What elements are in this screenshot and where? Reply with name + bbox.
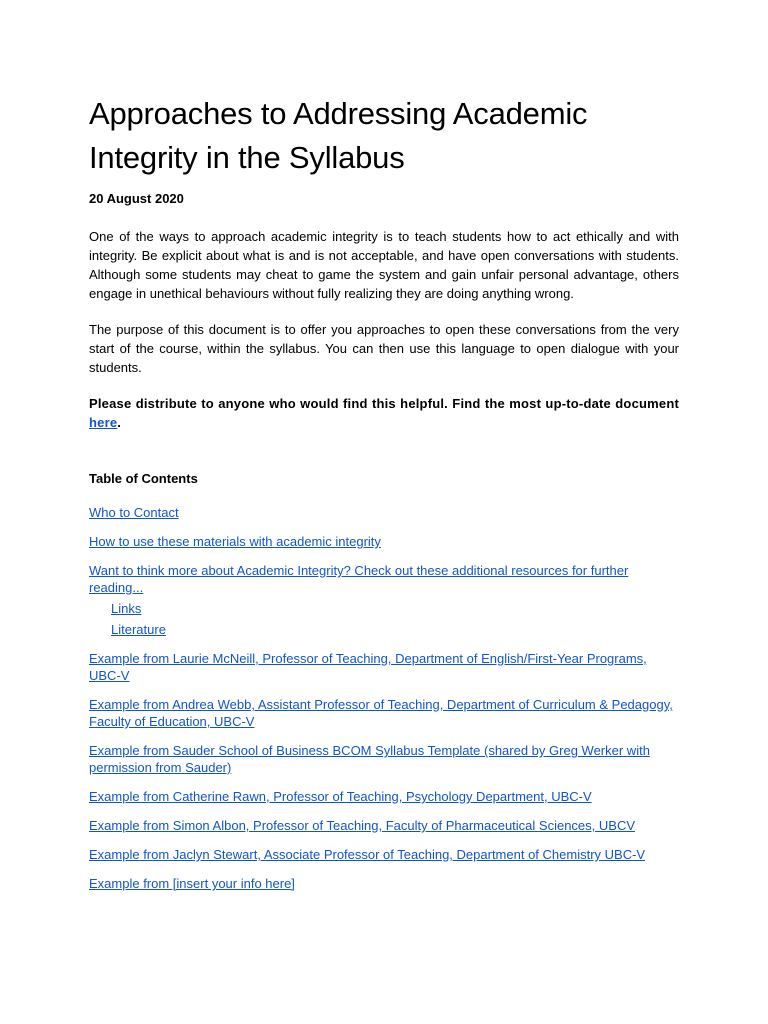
distribute-notice xyxy=(89,394,679,432)
toc-link-who-to-contact[interactable]: Who to Contact xyxy=(89,505,179,520)
toc-link-insert-your-info[interactable]: Example from [insert your info here] xyxy=(89,876,295,891)
toc-link-literature[interactable]: Literature xyxy=(111,622,166,637)
toc-link-links[interactable]: Links xyxy=(111,601,142,616)
toc-link-simon-albon[interactable]: Example from Simon Albon, Professor of Teaching, Faculty of Pharmaceutical Sciences, UBCV xyxy=(89,818,636,833)
distribute-end: . xyxy=(117,415,122,430)
toc-link-jaclyn-stewart[interactable]: Example from Jaclyn Stewart, Associate Professor of Teaching, Department of Chemistry UBC-V xyxy=(89,847,646,862)
toc-link-catherine-rawn[interactable]: Example from Catherine Rawn, Professor of Teaching, Psychology Department, UBC-V xyxy=(89,789,592,804)
toc-heading: Table of Contents xyxy=(89,471,198,486)
toc-link-how-to-use[interactable]: How to use these materials with academic integrity xyxy=(89,534,381,549)
toc-link-sauder[interactable]: Example from Sauder School of Business BCOM Syllabus Template (shared by Greg Werker with permission from Sauder) xyxy=(89,743,650,775)
intro-paragraph: One of the ways to approach academic integrity is to teach students how to act ethically and with integrity. Be explicit about what is and is not acceptable, and have open conversations with students. Although some students may cheat to game the system and gain unfair personal advantage, others engage in unethical behaviours without fully realizing they are doing anything wrong. xyxy=(89,229,679,301)
distribute-text: Please distribute to anyone who would find this helpful. Find the most up-to-date document xyxy=(89,396,679,411)
document-date: 20 August 2020 xyxy=(89,191,184,206)
table-of-contents xyxy=(89,504,679,892)
purpose-paragraph: The purpose of this document is to offer you approaches to open these conversations from the very start of the course, within the syllabus. You can then use this language to open dialogue with your students. xyxy=(89,322,679,375)
toc-link-want-to-think-more[interactable]: Want to think more about Academic Integrity? Check out these additional resources for further reading... xyxy=(89,563,629,595)
toc-link-andrea-webb[interactable]: Example from Andrea Webb, Assistant Professor of Teaching, Department of Curriculum & Pedagogy, Faculty of Education, UBC-V xyxy=(89,697,673,729)
toc-link-laurie-mcneill[interactable]: Example from Laurie McNeill, Professor of Teaching, Department of English/First-Year Programs, UBC-V xyxy=(89,651,647,683)
document-title: Approaches to Addressing Academic Integrity in the Syllabus xyxy=(89,96,588,175)
here-link[interactable]: here xyxy=(89,415,118,430)
